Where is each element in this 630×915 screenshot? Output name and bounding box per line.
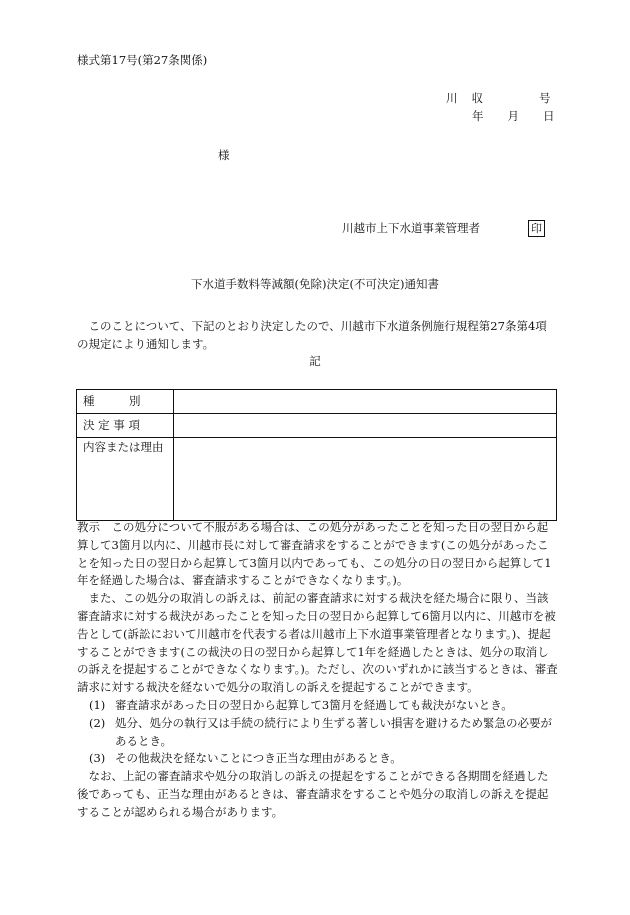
receipt-number	[446, 92, 551, 106]
row-value-decision	[174, 414, 557, 438]
row-value-reason	[174, 438, 557, 521]
list-item	[77, 697, 559, 715]
row-value-type	[174, 390, 557, 414]
list-text: その他裁決を経ないことにつき正当な理由があるとき。	[115, 751, 402, 766]
issuer-name: 川越市上下水道事業管理者	[342, 221, 480, 235]
issue-date	[472, 110, 555, 124]
instruction-section	[77, 519, 559, 822]
list-item	[77, 750, 559, 768]
receipt-prefix: 川	[446, 91, 458, 105]
date-day: 日	[543, 109, 555, 123]
document-title: 下水道手数料等減額(免除)決定(不可決定)通知書	[191, 277, 439, 291]
list-number: (3)	[89, 751, 106, 766]
receipt-suffix: 号	[539, 91, 551, 105]
row-label-type: 種 別	[77, 390, 174, 414]
list-number: (1)	[89, 697, 106, 712]
instruction-paragraph-3: なお、上記の審査請求や処分の取消しの訴えの提起をすることができる各期間を経過した後であっても、正当な理由があるときは、審査請求をすることや処分の取消しの訴えを提起することが認められる場合があります。	[77, 769, 549, 819]
instruction-paragraph-2: また、この処分の取消しの訴えは、前記の審査請求に対する裁決を経た場合に限り、当該審査請求に対する裁決があったことを知った日の翌日から起算して6箇月以内に、川越市を被告として(訴訟において川越市を代表する者は川越市上下水道事業管理者となります。)、提起することができます(この裁決の日の翌日から起算して1年を経過したときは、処分の取消しの訴えを提起することができなくなります。)。ただし、次のいずれかに該当するときは、審査請求に対する裁決を経ないで処分の取消しの訴えを提起することができます。	[77, 591, 558, 695]
form-number: 様式第17号(第27条関係)	[77, 53, 208, 67]
ki-heading: 記	[309, 354, 321, 368]
intro-paragraph: このことについて、下記のとおり決定したので、川越市下水道条例施行規程第27条第4項の規定により通知します。	[77, 319, 547, 351]
list-text: 審査請求があった日の翌日から起算して3箇月を経過しても裁決がないとき。	[115, 697, 513, 712]
date-year: 年	[472, 109, 484, 123]
receipt-mid: 収	[471, 91, 483, 105]
decision-table	[76, 389, 557, 521]
list-item	[77, 715, 559, 751]
list-text: 処分、処分の執行又は手続の続行により生ずる著しい損害を避けるため緊急の必要があるとき。	[115, 715, 552, 748]
table-row	[77, 414, 557, 438]
seal-mark: 印	[528, 220, 545, 237]
table-row	[77, 390, 557, 414]
row-label-decision: 決 定 事 項	[77, 414, 174, 438]
date-month: 月	[507, 109, 519, 123]
table-row	[77, 438, 557, 521]
row-label-reason: 内容または理由	[77, 438, 174, 521]
instruction-paragraph-1: 教示 この処分について不服がある場合は、この処分があったことを知った日の翌日から起算して3箇月以内に、川越市長に対して審査請求をすることができます(この処分があったことを知った日の翌日から起算して3箇月以内であっても、この処分の日の翌日から起算して1年を経過した場合は、審査請求することができなくなります。)。	[77, 520, 552, 588]
list-number: (2)	[89, 715, 106, 730]
addressee-suffix: 様	[218, 148, 230, 162]
